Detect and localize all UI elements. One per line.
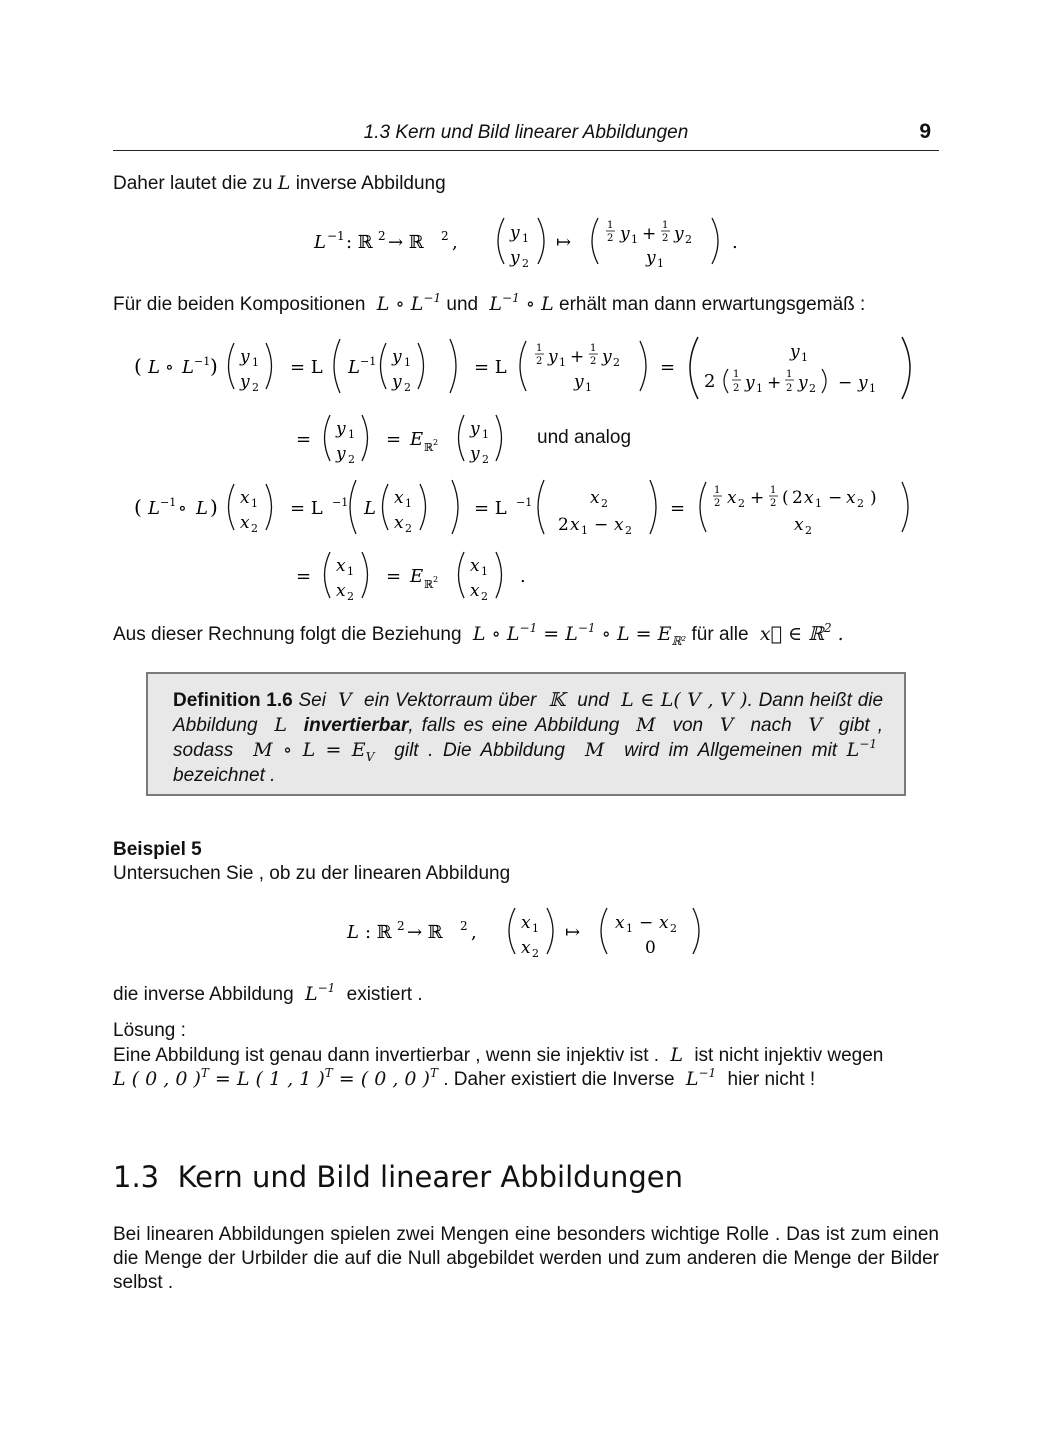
- conclusion-text-1: Aus dieser Rechnung folgt die Beziehung: [113, 624, 462, 645]
- svg-text:: ℝ: : ℝ: [365, 922, 392, 943]
- svg-text:2: 2: [662, 233, 669, 244]
- conclusion-paragraph: Aus dieser Rechnung folgt die Beziehung L ∘ $L^{-1} = L^{-1}$ ∘ $L = E_{ℝ^2}$ für alle x⃗ ∈ ℝ$^2$ .: [113, 621, 844, 648]
- svg-text:2: 2: [378, 229, 386, 243]
- compositions-text-3: erhält man dann erwartungsgemäß :: [559, 294, 866, 315]
- svg-text:−1: −1: [327, 229, 345, 243]
- intro-text-1: Daher lautet die zu: [113, 173, 273, 194]
- svg-text:y: y: [392, 372, 402, 392]
- svg-text:2: 2: [404, 381, 411, 394]
- svg-text:,: ,: [471, 922, 477, 943]
- svg-text:x: x: [240, 513, 250, 533]
- svg-text:(: (: [782, 488, 789, 508]
- svg-text:y: y: [470, 419, 480, 439]
- svg-text:x: x: [615, 913, 625, 933]
- svg-text:↦: ↦: [556, 232, 572, 253]
- svg-text:1: 1: [252, 356, 259, 369]
- svg-text:→ ℝ: → ℝ: [388, 232, 424, 253]
- conclusion-text-2: für alle: [691, 624, 749, 645]
- svg-text:−: −: [639, 913, 654, 933]
- svg-text:=: =: [660, 357, 676, 378]
- svg-text:x: x: [846, 488, 856, 508]
- svg-text:y: y: [510, 223, 520, 243]
- svg-text:1: 1: [786, 369, 793, 380]
- svg-text:2: 2: [685, 233, 692, 246]
- svg-text:ℝ: ℝ: [424, 578, 434, 591]
- svg-text:ℝ: ℝ: [424, 441, 434, 454]
- svg-text:(: (: [134, 354, 142, 378]
- svg-text:x: x: [240, 488, 250, 508]
- und-analog-text: und analog: [537, 427, 632, 448]
- svg-text:y: y: [574, 372, 584, 392]
- svg-text:L: L: [348, 357, 360, 378]
- svg-text:=: =: [296, 566, 312, 587]
- svg-text:+: +: [642, 224, 657, 244]
- svg-text:2: 2: [482, 453, 489, 466]
- svg-text:y: y: [510, 248, 520, 268]
- svg-text:2: 2: [252, 381, 259, 394]
- svg-text:2: 2: [397, 919, 405, 933]
- svg-text:1: 1: [536, 343, 543, 354]
- svg-text:y: y: [336, 444, 346, 464]
- svg-text:2: 2: [590, 356, 597, 367]
- svg-text:L: L: [314, 232, 326, 253]
- svg-text:1: 1: [590, 343, 597, 354]
- solution-label: Lösung :: [113, 1020, 186, 1041]
- svg-text:−: −: [828, 488, 843, 508]
- svg-text:(: (: [134, 495, 142, 519]
- section-body: Bei linearen Abbildungen spielen zwei Mengen eine besonders wichtige Rolle . Das ist zum einen die Menge der Urbilder die auf die Null abgebildet werden und zum anderen die Menge der Bilder selbst .: [113, 1224, 939, 1293]
- svg-text:x: x: [590, 488, 600, 508]
- svg-text:L: L: [148, 498, 160, 519]
- svg-text:y: y: [620, 224, 630, 244]
- svg-text:= L: = L: [474, 357, 507, 378]
- svg-text:−1: −1: [360, 355, 377, 368]
- svg-text:2: 2: [405, 522, 412, 535]
- example-question: Untersuchen Sie , ob zu der linearen Abbildung: [113, 863, 511, 884]
- svg-text:1: 1: [522, 232, 529, 245]
- svg-text:x: x: [804, 488, 814, 508]
- svg-text:L: L: [182, 357, 194, 378]
- definition-label: Definition 1.6: [173, 690, 293, 711]
- svg-text:y: y: [548, 347, 558, 367]
- svg-text:1: 1: [770, 485, 777, 496]
- example-title: Beispiel 5: [113, 839, 202, 860]
- svg-text:= L: = L: [474, 498, 507, 519]
- svg-text:2: 2: [733, 383, 740, 394]
- svg-text:.: .: [732, 232, 738, 253]
- equation-compositions: [130, 335, 930, 610]
- svg-text:2: 2: [251, 522, 258, 535]
- svg-text:∘: ∘: [178, 498, 187, 519]
- section-heading: [113, 1160, 683, 1194]
- svg-text:x: x: [470, 556, 480, 576]
- svg-text:E: E: [410, 429, 424, 450]
- svg-text:2: 2: [607, 233, 614, 244]
- svg-text:2: 2: [433, 438, 439, 447]
- svg-text:1: 1: [815, 497, 822, 510]
- svg-text:=: =: [670, 498, 686, 519]
- svg-text:L: L: [364, 498, 376, 519]
- svg-text:2: 2: [857, 497, 864, 510]
- svg-text:1: 1: [733, 369, 740, 380]
- definition-box: [146, 672, 906, 796]
- svg-text:x: x: [394, 488, 404, 508]
- svg-text:: ℝ: : ℝ: [346, 232, 373, 253]
- equation-inverse-map: [300, 212, 760, 272]
- svg-text:y: y: [858, 373, 868, 393]
- svg-text:1: 1: [657, 257, 664, 270]
- svg-text:2: 2: [792, 488, 803, 508]
- svg-text:=: =: [296, 429, 312, 450]
- svg-text:L: L: [347, 922, 359, 943]
- svg-text:1: 1: [348, 428, 355, 441]
- svg-text:1: 1: [532, 922, 539, 935]
- svg-text:2: 2: [522, 257, 529, 270]
- svg-text:L: L: [196, 498, 208, 519]
- svg-text:y: y: [790, 342, 800, 362]
- svg-text:x: x: [470, 581, 480, 601]
- svg-text:−: −: [838, 373, 853, 393]
- svg-text:y: y: [745, 373, 755, 393]
- svg-text:1: 1: [404, 356, 411, 369]
- svg-text:2: 2: [481, 590, 488, 603]
- svg-text:−: −: [594, 515, 609, 535]
- svg-text:2: 2: [786, 383, 793, 394]
- svg-text:y: y: [646, 248, 656, 268]
- svg-text:x: x: [727, 488, 737, 508]
- svg-text:y: y: [798, 373, 808, 393]
- svg-text:2: 2: [670, 922, 677, 935]
- svg-text:2: 2: [805, 524, 812, 537]
- svg-text:2: 2: [601, 497, 608, 510]
- svg-text:y: y: [392, 347, 402, 367]
- svg-text:1: 1: [662, 220, 669, 231]
- svg-text:x: x: [794, 515, 804, 535]
- svg-text:−1: −1: [516, 496, 533, 509]
- compositions-text-2: und: [446, 294, 479, 315]
- svg-text:): ): [870, 488, 877, 508]
- svg-text:−1: −1: [160, 496, 177, 509]
- svg-text:2: 2: [613, 356, 620, 369]
- svg-text:x: x: [394, 513, 404, 533]
- svg-text:1: 1: [481, 565, 488, 578]
- intro-paragraph: [113, 171, 939, 196]
- svg-text:1: 1: [626, 922, 633, 935]
- solution-line-1: Eine Abbildung ist genau dann invertierbar , wenn sie injektiv ist . L ist nicht injektiv wegen: [113, 1044, 884, 1066]
- svg-text:1: 1: [405, 497, 412, 510]
- svg-text:= L: = L: [290, 498, 323, 519]
- section-title: Kern und Bild linearer Abbildungen: [177, 1160, 683, 1194]
- svg-text:y: y: [470, 444, 480, 464]
- intro-text-2: inverse Abbildung: [295, 173, 446, 194]
- svg-text:2: 2: [770, 498, 777, 509]
- svg-text:1: 1: [559, 356, 566, 369]
- svg-text:1: 1: [347, 565, 354, 578]
- svg-text:1: 1: [756, 382, 763, 395]
- svg-text:x: x: [570, 515, 580, 535]
- compositions-text-1: Für die beiden Kompositionen: [113, 294, 366, 315]
- svg-text:2: 2: [809, 382, 816, 395]
- svg-text:=: =: [386, 566, 402, 587]
- intro-var: L: [277, 172, 291, 194]
- svg-text:1: 1: [714, 485, 721, 496]
- svg-text:→ ℝ: → ℝ: [407, 922, 443, 943]
- svg-text:1: 1: [581, 524, 588, 537]
- svg-text:x: x: [336, 556, 346, 576]
- svg-text:2: 2: [348, 453, 355, 466]
- svg-text:x: x: [614, 515, 624, 535]
- svg-text:= L: = L: [290, 357, 323, 378]
- running-header-title: 1.3 Kern und Bild linearer Abbildungen: [363, 122, 689, 143]
- svg-text:.: .: [520, 566, 526, 587]
- compositions-paragraph: Für die beiden Kompositionen L ∘ $L^{-1}$ und $L^{-1}$ ∘ L erhält man dann erwartungsgemäß :: [113, 291, 866, 315]
- svg-text:L: L: [148, 357, 160, 378]
- svg-text:,: ,: [452, 232, 458, 253]
- svg-text:0: 0: [645, 938, 656, 958]
- svg-text:1: 1: [585, 381, 592, 394]
- svg-text:2: 2: [558, 515, 569, 535]
- svg-text:1: 1: [251, 497, 258, 510]
- svg-text:): ): [210, 495, 218, 519]
- svg-text:2: 2: [532, 947, 539, 960]
- svg-text:−1: −1: [332, 496, 349, 509]
- svg-text:2: 2: [704, 371, 716, 392]
- svg-text:y: y: [240, 347, 250, 367]
- svg-text:2: 2: [738, 497, 745, 510]
- svg-text:∘: ∘: [165, 357, 174, 378]
- svg-text:y: y: [336, 419, 346, 439]
- svg-text:2: 2: [625, 524, 632, 537]
- svg-text:1: 1: [631, 233, 638, 246]
- svg-text:2: 2: [433, 575, 439, 584]
- svg-text:2: 2: [714, 498, 721, 509]
- svg-text:1: 1: [482, 428, 489, 441]
- svg-text:+: +: [767, 373, 782, 393]
- page-number: 9: [919, 120, 931, 143]
- svg-text:=: =: [386, 429, 402, 450]
- svg-text:2: 2: [536, 356, 543, 367]
- svg-text:1: 1: [801, 351, 808, 364]
- svg-text:↦: ↦: [565, 922, 581, 943]
- svg-text:x: x: [659, 913, 669, 933]
- svg-text:2: 2: [441, 229, 449, 243]
- running-header: [113, 120, 939, 151]
- svg-text:1: 1: [607, 220, 614, 231]
- svg-text:y: y: [240, 372, 250, 392]
- definition-keyword: invertierbar: [303, 715, 409, 736]
- svg-text:+: +: [570, 347, 585, 367]
- svg-text:−1: −1: [194, 355, 211, 368]
- definition-text: Definition 1.6 Sei V ein Vektorraum über 𝕂 und L ∈ L( V , V ). Dann heißt die Abbildung L invertierbar, falls es eine Abbildung M von V nach V gibt , sodass M ∘ $L = E_V$ gilt . Die Abbildung M wird im Allgemeinen mit $L^{-1}$ bezeichnet .: [173, 689, 884, 786]
- svg-text:2: 2: [460, 919, 468, 933]
- example-question-end: die inverse Abbildung $L^{-1}$ existiert .: [113, 981, 423, 1005]
- svg-text:2: 2: [347, 590, 354, 603]
- svg-text:1: 1: [869, 382, 876, 395]
- solution-line-2: L ( 0 , 0 )$^T$ = L ( 1 , 1 )$^T$ = ( 0 , 0 )$^T$ . Daher existiert die Inverse $L^{-1}$ hier nicht !: [113, 1066, 816, 1090]
- svg-text:x: x: [336, 581, 346, 601]
- svg-text:E: E: [410, 566, 424, 587]
- svg-text:): ): [210, 354, 218, 378]
- svg-text:x: x: [521, 938, 531, 958]
- svg-text:x: x: [521, 913, 531, 933]
- svg-text:y: y: [602, 347, 612, 367]
- svg-text:+: +: [750, 488, 765, 508]
- section-number: 1.3: [113, 1160, 160, 1194]
- svg-text:y: y: [674, 224, 684, 244]
- equation-example-map: [335, 902, 735, 962]
